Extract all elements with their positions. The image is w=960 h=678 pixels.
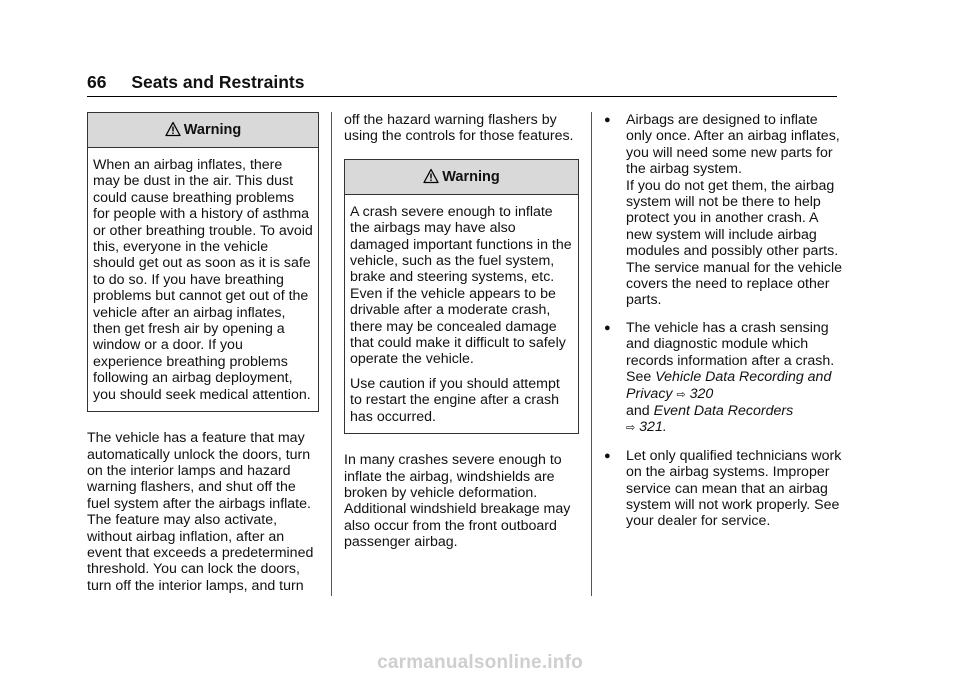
bullet-list: [604, 112, 844, 530]
warning-triangle-icon: [165, 121, 181, 137]
warning-text: A crash severe enough to inflate the airbags may have also damaged important functions in the vehicle, such as the fuel system, brake and steering systems, etc. Even if the vehicle appears to be drivable after a moderate crash, there may be concealed damage that could make it difficult to safely operate the vehicle.: [350, 203, 572, 368]
column-divider: [591, 112, 592, 596]
page-number: 66: [87, 72, 107, 92]
bullet-icon: ●: [604, 449, 611, 462]
column-2: [344, 112, 579, 565]
page-header: [87, 70, 837, 97]
bullet-icon: ●: [604, 321, 611, 334]
warning-title: Warning: [442, 168, 500, 185]
section-title: Seats and Restraints: [131, 72, 305, 92]
bullet-text: Airbags are designed to inflate only once. After an airbag inflates, you will need some new parts for the airbag system.: [626, 112, 840, 178]
body-paragraph: off the hazard warning flashers by using the controls for those features.: [344, 112, 574, 145]
reference-period: .: [662, 419, 667, 436]
body-paragraph: In many crashes severe enough to inflate the airbag, windshields are broken by vehicle deformation. Additional windshield breakage may also occur from the front outboard passenger airbag.: [344, 452, 571, 551]
reference-link-event-data-recorders[interactable]: Event Data Recorders: [653, 402, 794, 419]
list-item: [604, 112, 844, 309]
warning-box: [344, 159, 579, 434]
list-item: [604, 448, 844, 530]
body-paragraph: The vehicle has a feature that may automatically unlock the doors, turn on the interior lamps and hazard warning flashers, and shut off the fuel system after the airbags inflate. The feature may also activate, without airbag inflation, after an event that exceeds a predetermined threshold. You can lock the doors, turn off the interior lamps, and turn: [87, 430, 314, 594]
bullet-text: Let only qualified technicians work on the airbag systems. Improper service can mean that an airbag system will not work properly. See your dealer for service.: [626, 447, 842, 530]
and-label: and: [626, 402, 650, 419]
column-divider: [331, 112, 332, 596]
bullet-icon: ●: [604, 114, 611, 126]
warning-box: [87, 112, 319, 412]
cross-reference: [626, 419, 844, 436]
footer-watermark: carmanualsonline.info: [377, 652, 583, 673]
reference-link-data-recording[interactable]: Vehicle Data Recording and Privacy: [626, 369, 832, 402]
warning-body: [345, 195, 578, 433]
bullet-text: The vehicle has a crash sensing and diagnostic module which records information after a crash.: [626, 319, 835, 369]
bullet-text: If you do not get them, the airbag system will not be there to help protect you in another crash. A new system will include airbag modules and possibly other parts. The service manual for the vehicle covers the need to replace other parts.: [626, 177, 843, 309]
reference-page[interactable]: 321: [639, 419, 663, 436]
warning-title: Warning: [183, 122, 242, 138]
column-3: [604, 112, 844, 541]
warning-body: [88, 148, 318, 411]
cross-reference: [626, 403, 844, 419]
page-reference-arrow-icon: ⇨: [676, 388, 686, 401]
cross-reference: [626, 369, 844, 403]
warning-triangle-icon: [423, 168, 439, 184]
warning-text: When an airbag inflates, there may be dust in the air. This dust could cause breathing problems for people with a history of asthma or other breathing trouble. To avoid this, everyone in the vehicle should get out as soon as it is safe to do so. If you have breathing problems but cannot get out of the vehicle after an airbag inflates, then get fresh air by opening a window or a door. If you experience breathing problems following an airbag deployment, you should seek medical attention.: [93, 157, 313, 403]
page-reference-arrow-icon: ⇨: [626, 422, 636, 435]
warning-header: [345, 160, 578, 195]
reference-page[interactable]: 320: [689, 385, 714, 402]
warning-header: [88, 113, 318, 148]
see-label: See: [626, 369, 652, 386]
column-1: [87, 112, 319, 608]
list-item: [604, 320, 844, 437]
warning-text: Use caution if you should attempt to restart the engine after a crash has occurred.: [350, 375, 560, 425]
